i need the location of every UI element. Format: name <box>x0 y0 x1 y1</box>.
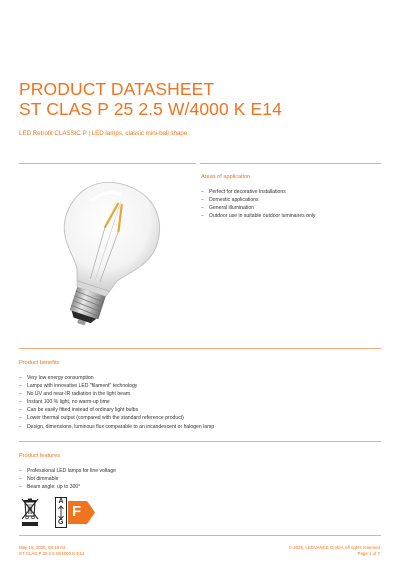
divider <box>200 163 381 164</box>
list-item: – Beam angle: up to 300° <box>19 483 116 491</box>
energy-class-label-icon <box>55 497 103 528</box>
benefits-list <box>19 374 214 431</box>
list-item: – Can be easily fitted instead of ordinary light bulbs <box>19 406 214 414</box>
list-item: – Perfect for decorative Installations <box>201 188 315 196</box>
product-subtitle: LED Retrofit CLASSIC P | LED lamps, classic mini-ball shape <box>19 130 188 137</box>
section-heading-benefits: Product benefits <box>19 360 60 366</box>
divider <box>19 163 196 164</box>
footer-copyright: © 2025, LEDVANCE GmbH. All rights reserved <box>288 545 380 550</box>
list-item: – Outdoor use in suitable outdoor luminaires only <box>201 212 315 220</box>
footer-divider <box>19 535 381 536</box>
product-image-bulb <box>30 170 180 330</box>
section-heading-features: Product features <box>19 453 61 459</box>
list-item: – Design, dimensions, luminous flux comparable to an incandescent or halogen lamp <box>19 423 214 431</box>
features-list <box>19 467 116 491</box>
weee-crossed-bin-icon <box>20 497 40 527</box>
list-item: – Domestic applications <box>201 196 315 204</box>
section-heading-application: Areas of application <box>201 174 251 180</box>
page-title-line1: PRODUCT DATASHEET <box>19 79 215 99</box>
footer-page-number: Page 1 of 7 <box>357 551 380 556</box>
footer-date: May 15, 2025, 08:18:04 <box>19 545 66 550</box>
application-list <box>201 188 315 220</box>
divider <box>19 348 381 349</box>
list-item: – No UV and near-IR radiation in the light beam <box>19 390 214 398</box>
energy-class-value: F <box>72 503 82 520</box>
list-item: – Not dimmable <box>19 475 116 483</box>
list-item: – Very low energy consumption <box>19 374 214 382</box>
divider <box>19 441 381 442</box>
list-item: – Lower thermal output (compared with the standard reference product) <box>19 414 214 422</box>
list-item: – Professional LED lamps for line voltage <box>19 467 116 475</box>
list-item: – Lamps with innovative LED "filament" technology <box>19 382 214 390</box>
page-title-line2: ST CLAS P 25 2.5 W/4000 K E14 <box>19 99 282 119</box>
energy-scale-bottom: G <box>58 519 64 526</box>
footer-product: ST CLAS P 25 2.5 W/4000 K E14 <box>19 551 85 556</box>
list-item: – General illumination <box>201 204 315 212</box>
list-item: – Instant 100 % light, no warm-up time <box>19 398 214 406</box>
energy-scale-top: A <box>58 498 64 505</box>
